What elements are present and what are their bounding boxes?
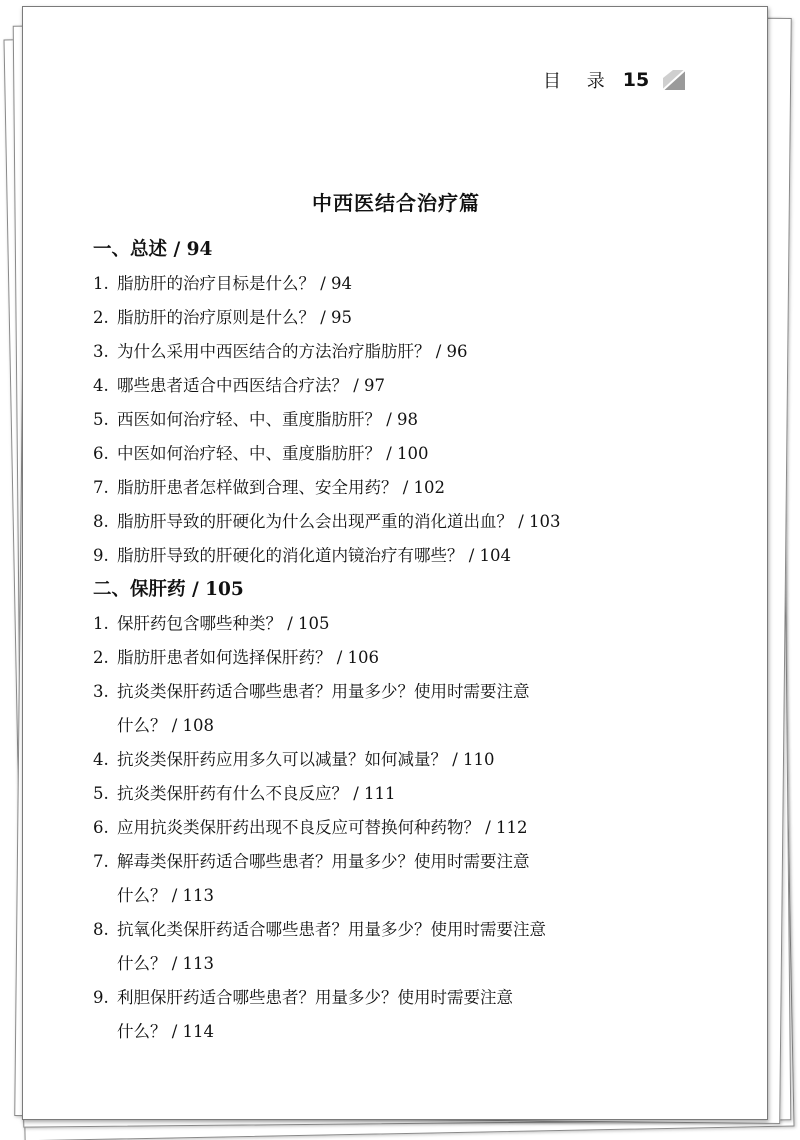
toc-entry-line: 脂肪肝的治疗原则是什么？ / 95 [117,308,353,327]
toc-entry [93,505,713,539]
toc-entry [93,369,713,403]
toc-entry-line: 什么？ / 113 [117,954,215,973]
toc-entry-number: 2. [93,308,109,327]
toc-entry-text [117,369,713,403]
toc-entry-number: 8. [93,512,109,531]
book-page [22,6,768,1120]
toc-entry-text [117,301,713,335]
page-number: 15 [622,69,650,91]
corner-mark-icon [663,70,685,90]
toc-entry-text [117,845,713,913]
toc-entry-line: 保肝药包含哪些种类？ / 105 [117,614,330,633]
running-head [543,67,685,93]
toc-entry-line: 脂肪肝患者怎样做到合理、安全用药？ / 102 [117,478,446,497]
toc-entry-number: 5. [93,784,109,803]
toc-entry-line: 脂肪肝的治疗目标是什么？ / 94 [117,274,353,293]
toc-entry-text [117,403,713,437]
toc-entry-text [117,607,713,641]
toc-entry-line: 什么？ / 108 [117,716,215,735]
toc-entry-number: 4. [93,376,109,395]
toc-entry-text [117,505,713,539]
toc-entry [93,913,713,981]
toc-entry-text [117,539,713,573]
toc-entry-line: 中医如何治疗轻、中、重度脂肪肝？ / 100 [117,444,429,463]
running-head-label: 目 录 [543,71,615,92]
toc-entry-text [117,743,713,777]
toc-entry-line: 脂肪肝患者如何选择保肝药？ / 106 [117,648,380,667]
toc-entry [93,539,713,573]
toc-entry-line: 应用抗炎类保肝药出现不良反应可替换何种药物？ / 112 [117,818,528,837]
toc-entry [93,811,713,845]
toc-entry [93,981,713,1049]
toc-entry-line: 哪些患者适合中西医结合疗法？ / 97 [117,376,386,395]
toc-entry-text [117,641,713,675]
toc-entry [93,471,713,505]
toc-group-heading: 一、总述 / 94 [93,239,213,260]
toc-entry-number: 8. [93,920,109,939]
toc-entry-number: 4. [93,750,109,769]
toc-entry [93,437,713,471]
toc-entry-text [117,335,713,369]
toc-entry-number: 9. [93,988,109,1007]
toc-entry-number: 7. [93,852,109,871]
toc-entry-number: 6. [93,444,109,463]
toc-entry-line: 西医如何治疗轻、中、重度脂肪肝？ / 98 [117,410,419,429]
toc-entry-line: 抗炎类保肝药应用多久可以减量？如何减量？ / 110 [117,750,495,769]
toc-entry-number: 2. [93,648,109,667]
toc-entry-number: 1. [93,274,109,293]
toc-entry-line: 脂肪肝导致的肝硬化的消化道内镜治疗有哪些？ / 104 [117,546,512,565]
toc-entry-text [117,471,713,505]
toc-entry-number: 3. [93,682,109,701]
toc-entry-line: 抗炎类保肝药适合哪些患者？用量多少？使用时需要注意 [117,682,530,701]
toc-entry-text [117,777,713,811]
toc-entry [93,845,713,913]
toc-entry-line: 脂肪肝导致的肝硬化为什么会出现严重的消化道出血？ / 103 [117,512,561,531]
toc-entry-text [117,675,713,743]
toc-entry-line: 什么？ / 114 [117,1022,215,1041]
section-title: 中西医结合治疗篇 [312,191,480,215]
toc-entry-number: 1. [93,614,109,633]
toc-entry-number: 3. [93,342,109,361]
toc-entry-text [117,981,713,1049]
toc-entry [93,641,713,675]
toc-entry-line: 什么？ / 113 [117,886,215,905]
toc-entry-line: 利胆保肝药适合哪些患者？用量多少？使用时需要注意 [117,988,513,1007]
toc-entry-number: 5. [93,410,109,429]
toc-entry [93,777,713,811]
table-of-contents [93,233,713,1049]
toc-entry-number: 9. [93,546,109,565]
toc-entry-line: 抗炎类保肝药有什么不良反应？ / 111 [117,784,396,803]
toc-entry [93,403,713,437]
toc-entry [93,267,713,301]
toc-entry-number: 6. [93,818,109,837]
toc-entry-text [117,811,713,845]
toc-entry [93,335,713,369]
toc-entry-line: 为什么采用中西医结合的方法治疗脂肪肝？ / 96 [117,342,468,361]
toc-entry-text [117,913,713,981]
toc-entry [93,301,713,335]
toc-entry-number: 7. [93,478,109,497]
toc-entry-line: 抗氧化类保肝药适合哪些患者？用量多少？使用时需要注意 [117,920,546,939]
toc-group-heading: 二、保肝药 / 105 [93,579,244,600]
toc-entry-line: 解毒类保肝药适合哪些患者？用量多少？使用时需要注意 [117,852,530,871]
toc-entry-text [117,267,713,301]
toc-entry [93,607,713,641]
toc-entry-text [117,437,713,471]
toc-entry [93,675,713,743]
toc-entry [93,743,713,777]
